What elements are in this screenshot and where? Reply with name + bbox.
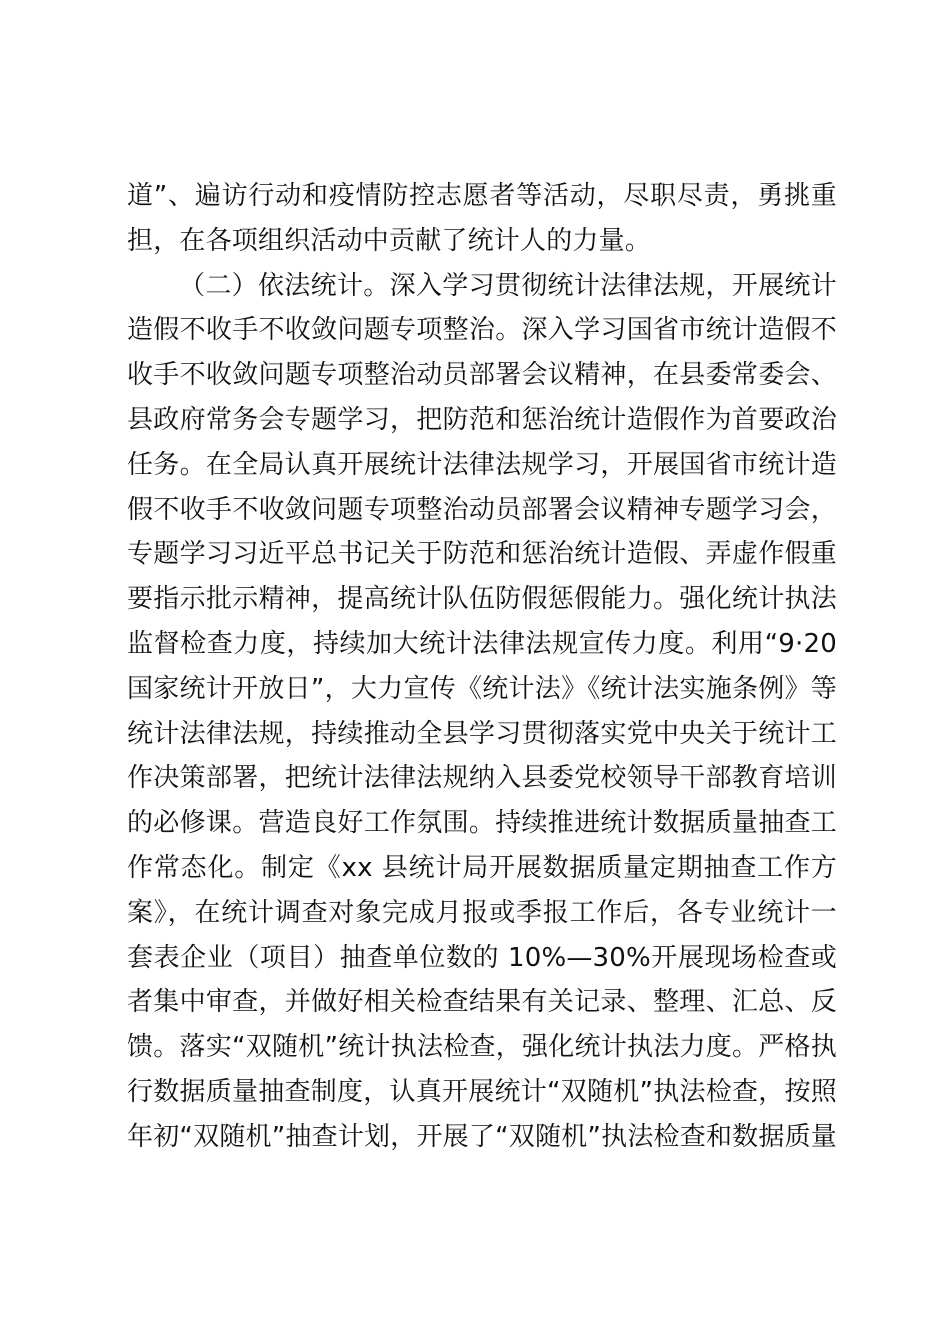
text-line-19: 者集中审查，并做好相关检查结果有关记录、整理、汇总、反 bbox=[127, 987, 837, 1018]
text-line-11: 监督检查力度，持续加大统计法律法规宣传力度。利用“9·20 bbox=[127, 628, 837, 659]
text-line-20: 馈。落实“双随机”统计执法检查，强化统计执法力度。严格执 bbox=[127, 1032, 837, 1063]
text-line-7: 任务。在全局认真开展统计法律法规学习，开展国省市统计造 bbox=[127, 449, 837, 480]
text-line-13: 统计法律法规，持续推动全县学习贯彻落实党中央关于统计工 bbox=[127, 718, 837, 749]
text-line-14: 作决策部署，把统计法律法规纳入县委党校领导干部教育培训 bbox=[127, 763, 837, 794]
text-line-6: 县政府常务会专题学习，把防范和惩治统计造假作为首要政治 bbox=[127, 404, 837, 435]
section-heading-line: （二）依法统计。深入学习贯彻统计法律法规，开展统计 bbox=[179, 270, 837, 301]
text-line-15: 的必修课。营造良好工作氛围。持续推进统计数据质量抽查工 bbox=[127, 808, 837, 839]
text-line-8: 假不收手不收敛问题专项整治动员部署会议精神专题学习会， bbox=[127, 494, 837, 525]
text-line-16: 作常态化。制定《xx 县统计局开展数据质量定期抽查工作方 bbox=[127, 852, 837, 883]
text-line-18: 套表企业（项目）抽查单位数的 10%—30%开展现场检查或 bbox=[127, 942, 837, 973]
document-body bbox=[127, 174, 837, 1160]
text-line-10: 要指示批示精神，提高统计队伍防假惩假能力。强化统计执法 bbox=[127, 584, 837, 615]
text-line-22: 年初“双随机”抽查计划，开展了“双随机”执法检查和数据质量 bbox=[127, 1121, 837, 1152]
text-line-21: 行数据质量抽查制度，认真开展统计“双随机”执法检查，按照 bbox=[127, 1076, 837, 1107]
text-line-12: 国家统计开放日”，大力宣传《统计法》《统计法实施条例》等 bbox=[127, 673, 837, 704]
text-line-17: 案》，在统计调查对象完成月报或季报工作后，各专业统计一 bbox=[127, 897, 837, 928]
text-line-4: 造假不收手不收敛问题专项整治。深入学习国省市统计造假不 bbox=[127, 315, 837, 346]
text-line-2: 担，在各项组织活动中贡献了统计人的力量。 bbox=[127, 225, 652, 256]
text-line-9: 专题学习习近平总书记关于防范和惩治统计造假、弄虚作假重 bbox=[127, 539, 837, 570]
text-line-5: 收手不收敛问题专项整治动员部署会议精神，在县委常委会、 bbox=[127, 360, 837, 391]
text-line-1: 道”、遍访行动和疫情防控志愿者等活动，尽职尽责，勇挑重 bbox=[127, 181, 837, 211]
